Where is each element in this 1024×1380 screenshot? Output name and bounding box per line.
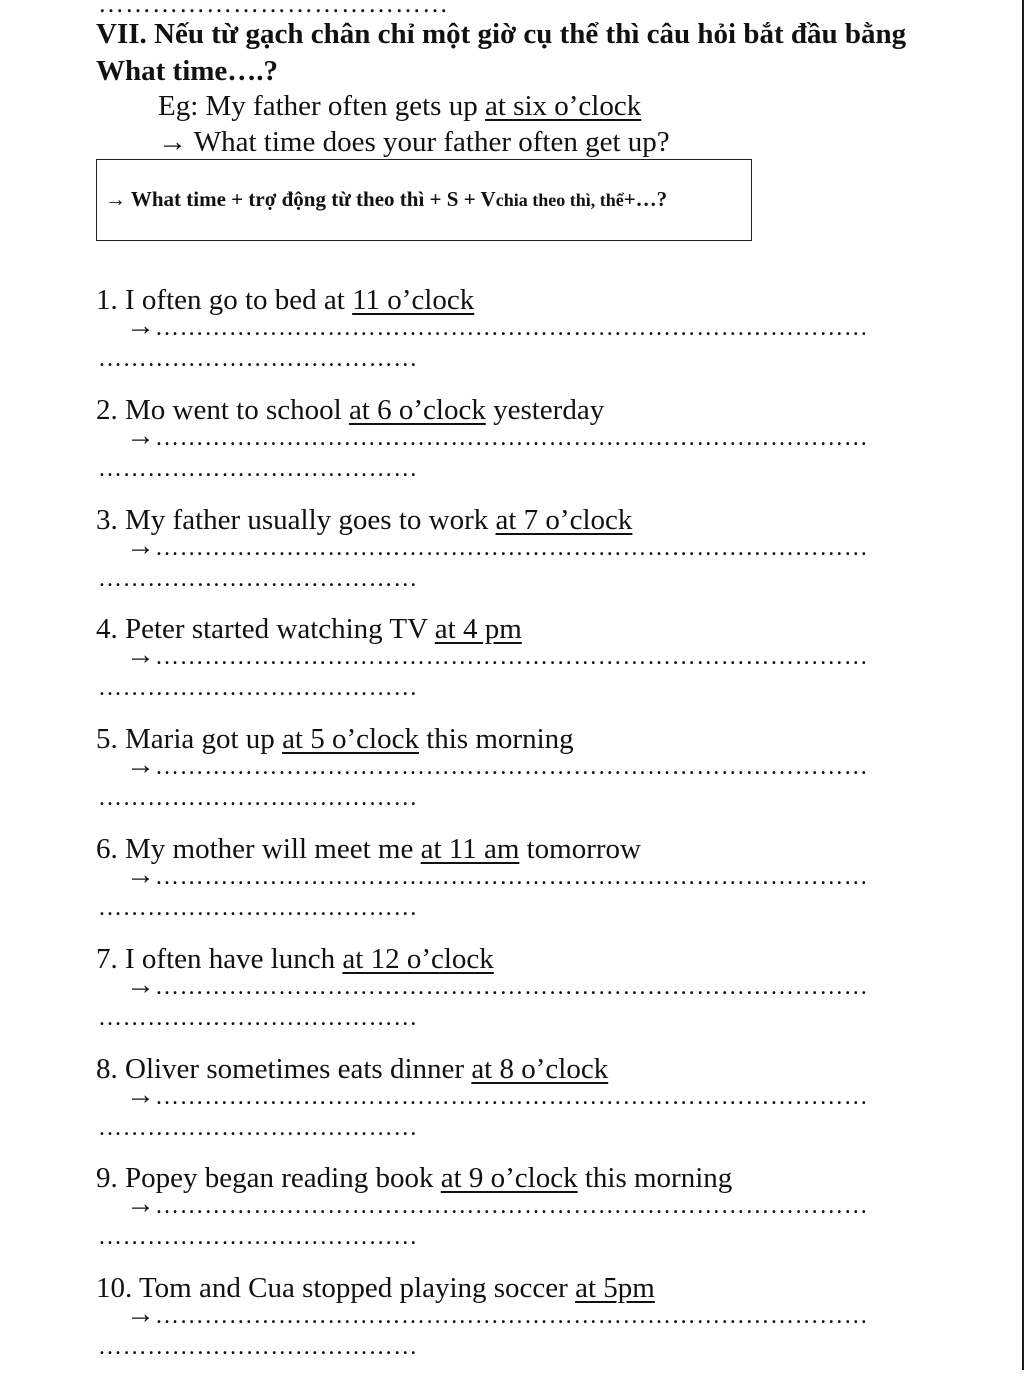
question-item: [96, 1270, 936, 1380]
question-after: this morning: [418, 723, 574, 755]
question-item: [96, 941, 936, 1051]
answer-dots: ……………………………………………………………………………: [155, 1193, 869, 1219]
question-number: 8.: [96, 1053, 125, 1085]
question-before: Maria got up: [125, 723, 283, 755]
question-underlined: at 9 o’clock: [440, 1162, 578, 1194]
question-before: Peter started watching TV: [125, 613, 435, 645]
example-sentence: [158, 88, 641, 124]
question-before: I often have lunch: [125, 943, 343, 975]
answer-line-1[interactable]: [126, 418, 868, 456]
answer-arrow: →: [126, 639, 155, 671]
answer-dots: ……………………………………………………………………………: [155, 864, 869, 890]
question-item: [96, 721, 936, 831]
answer-line-2[interactable]: …………………………………: [98, 785, 418, 811]
question-number: 5.: [96, 723, 125, 755]
question-before: My father usually goes to work: [125, 504, 496, 536]
answer-line-1[interactable]: [126, 857, 868, 895]
formula-small: chia theo thì, thể: [495, 190, 624, 210]
answer-line-2[interactable]: …………………………………: [98, 1005, 418, 1031]
question-item: [96, 392, 936, 502]
question-number: 3.: [96, 504, 125, 536]
answer-line-2[interactable]: …………………………………: [98, 1334, 418, 1360]
answer-line-2[interactable]: …………………………………: [98, 1115, 418, 1141]
question-after: tomorrow: [519, 833, 641, 865]
answer-arrow: →: [126, 1188, 155, 1220]
question-number: 10.: [96, 1272, 139, 1304]
answer-line-2[interactable]: …………………………………: [98, 456, 418, 482]
question-item: [96, 831, 936, 941]
answer-dots: ……………………………………………………………………………: [155, 315, 869, 341]
question-before: My mother will meet me: [125, 833, 421, 865]
question-item: [96, 502, 936, 612]
question-before: I often go to bed at: [125, 284, 353, 316]
question-number: 2.: [96, 394, 125, 426]
answer-dots: ……………………………………………………………………………: [155, 754, 869, 780]
answer-dots: ……………………………………………………………………………: [155, 1084, 869, 1110]
question-item: [96, 1160, 936, 1270]
answer-arrow: →: [126, 530, 155, 562]
question-underlined: at 5 o’clock: [282, 723, 419, 755]
question-before: Popey began reading book: [125, 1162, 441, 1194]
question-before: Mo went to school: [125, 394, 349, 426]
question-underlined: at 6 o’clock: [348, 394, 486, 426]
answer-dots: ……………………………………………………………………………: [155, 644, 869, 670]
question-underlined: 11 o’clock: [352, 284, 475, 316]
example-prefix: Eg: My father often gets up: [158, 90, 485, 122]
example-underlined: at six o’clock: [484, 90, 642, 122]
answer-line-1[interactable]: [126, 528, 868, 566]
question-underlined: at 12 o’clock: [342, 943, 494, 975]
question-after: this morning: [577, 1162, 733, 1194]
question-number: 7.: [96, 943, 125, 975]
question-before: Oliver sometimes eats dinner: [125, 1053, 472, 1085]
section-heading: VII. Nếu từ gạch chân chỉ một giờ cụ thể thì câu hỏi bắt đầu bằng What time….?: [96, 18, 907, 87]
answer-arrow: →: [126, 420, 155, 452]
answer-line-2[interactable]: …………………………………: [98, 895, 418, 921]
question-underlined: at 7 o’clock: [495, 504, 633, 536]
answer-line-2[interactable]: …………………………………: [98, 346, 418, 372]
answer-line-1[interactable]: [126, 1296, 868, 1334]
question-after: yesterday: [485, 394, 605, 426]
answer-arrow: →: [126, 310, 155, 342]
question-number: 4.: [96, 613, 125, 645]
answer-dots: ……………………………………………………………………………: [155, 425, 869, 451]
answer-line-2[interactable]: …………………………………: [98, 566, 418, 592]
question-underlined: at 4 pm: [434, 613, 522, 645]
question-item: [96, 1051, 936, 1161]
question-underlined: at 8 o’clock: [471, 1053, 609, 1085]
question-underlined: at 11 am: [420, 833, 520, 865]
answer-arrow: →: [126, 1298, 155, 1330]
question-before: Tom and Cua stopped playing soccer: [138, 1272, 576, 1304]
answer-line-2[interactable]: …………………………………: [98, 1224, 418, 1250]
answer-arrow: →: [126, 749, 155, 781]
answer-line-1[interactable]: [126, 1186, 868, 1224]
formula-main: → What time + trợ động từ theo thì + S + V: [105, 187, 496, 211]
answer-line-1[interactable]: [126, 637, 868, 675]
previous-answer-dots: …………………………………: [98, 0, 449, 18]
question-item: [96, 611, 936, 721]
question-number: 6.: [96, 833, 125, 865]
answer-dots: ……………………………………………………………………………: [155, 535, 869, 561]
answer-dots: ……………………………………………………………………………: [155, 1303, 869, 1329]
answer-line-1[interactable]: [126, 747, 868, 785]
answer-arrow: →: [126, 969, 155, 1001]
answer-arrow: →: [126, 859, 155, 891]
formula-text: [105, 186, 667, 213]
question-underlined: at 5pm: [575, 1272, 655, 1304]
example-answer: → What time does your father often get up?: [158, 126, 670, 158]
answer-line-1[interactable]: [126, 1077, 868, 1115]
answer-arrow: →: [126, 1079, 155, 1111]
answer-line-2[interactable]: …………………………………: [98, 675, 418, 701]
question-number: 9.: [96, 1162, 125, 1194]
question-number: 1.: [96, 284, 125, 316]
answer-line-1[interactable]: [126, 308, 868, 346]
question-item: [96, 282, 936, 392]
answer-line-1[interactable]: [126, 967, 868, 1005]
formula-end: +…?: [623, 187, 668, 211]
formula-box: [96, 159, 752, 241]
answer-dots: ……………………………………………………………………………: [155, 974, 869, 1000]
